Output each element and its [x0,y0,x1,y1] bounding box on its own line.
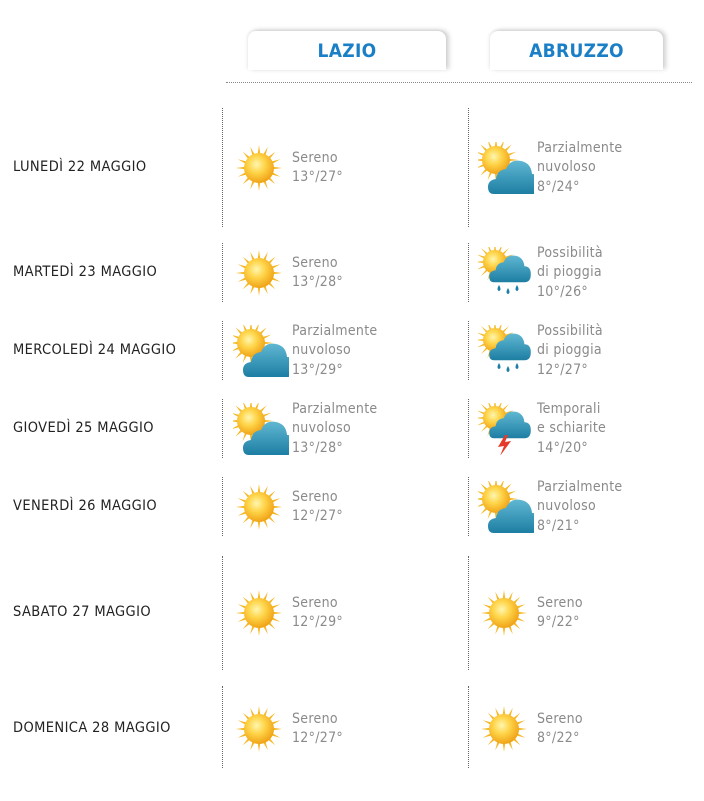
forecast-line: Sereno [537,594,583,611]
forecast-line: Sereno [537,710,583,727]
forecast-line: nuvoloso [292,342,351,359]
forecast-lazio [233,583,343,643]
partly-cloudy-icon [233,403,289,455]
day-label: VENERDÌ 26 MAGGIO [13,498,158,514]
forecast-text [537,478,622,537]
rain-possible-icon [478,247,534,299]
forecast-line: 12°/29° [292,614,343,630]
forecast-lazio [233,477,343,537]
forecast-lazio [233,321,377,381]
forecast-abruzzo [478,243,603,303]
partly-cloudy-icon [233,325,289,377]
forecast-line: di pioggia [537,264,602,281]
column-divider [222,477,223,536]
column-divider [468,108,469,227]
column-divider [468,556,469,670]
column-divider [222,108,223,227]
forecast-text [537,244,603,303]
forecast-text [537,594,583,633]
forecast-line: Sereno [292,488,338,505]
sun-icon [233,703,289,755]
forecast-lazio [233,699,343,759]
partly-cloudy-icon [478,142,534,194]
forecast-line: 13°/29° [292,361,343,378]
forecast-text [292,710,343,749]
forecast-text [292,149,343,188]
forecast-text [292,254,343,293]
forecast-text [537,139,622,198]
day-label: GIOVEDÌ 25 MAGGIO [13,420,154,436]
forecast-line: e schiarite [537,420,607,437]
sun-icon [233,587,289,639]
tab-lazio[interactable]: LAZIO [248,31,446,70]
forecast-line: 13°/28° [292,274,343,290]
column-divider [468,686,469,768]
column-divider [468,477,469,536]
day-label: DOMENICA 28 MAGGIO [13,720,171,736]
column-divider [222,243,223,302]
forecast-text [292,488,343,527]
forecast-line: 9°/22° [537,614,580,630]
forecast-lazio [233,243,343,303]
forecast-text [537,400,606,459]
forecast-line: Parzialmente [537,478,623,495]
forecast-line: Parzialmente [537,139,623,156]
forecast-line: 8°/22° [537,730,580,746]
tab-abruzzo[interactable]: ABRUZZO [490,31,663,70]
forecast-line: Sereno [292,149,338,166]
forecast-line: Possibilità [537,244,603,261]
forecast-line: 12°/27° [292,508,343,524]
forecast-line: nuvoloso [537,498,596,515]
forecast-text [292,400,377,459]
forecast-line: 12°/27° [537,361,588,378]
forecast-line: 12°/27° [292,730,343,746]
forecast-line: Sereno [292,710,338,727]
sun-icon [233,142,289,194]
sun-icon [233,247,289,299]
forecast-line: Sereno [292,594,338,611]
forecast-line: Possibilità [537,322,603,339]
column-divider [468,399,469,458]
forecast-text [537,322,603,381]
forecast-line: nuvoloso [292,420,351,437]
forecast-line: di pioggia [537,342,602,359]
forecast-text [537,710,583,749]
forecast-text [292,594,343,633]
day-label: MERCOLEDÌ 24 MAGGIO [13,342,177,358]
forecast-line: Parzialmente [292,322,378,339]
forecast-line: Parzialmente [292,400,378,417]
forecast-abruzzo [478,699,583,759]
sun-icon [478,587,534,639]
forecast-abruzzo [478,399,606,459]
forecast-abruzzo [478,477,622,537]
forecast-lazio [233,138,343,198]
forecast-abruzzo [478,583,583,643]
rain-possible-icon [478,325,534,377]
forecast-lazio [233,399,377,459]
column-divider [222,399,223,458]
forecast-line: 13°/27° [292,169,343,185]
thunderstorm-icon [478,403,534,455]
column-divider [222,321,223,380]
forecast-line: Temporali [537,400,601,417]
day-label: MARTEDÌ 23 MAGGIO [13,264,158,280]
column-divider [468,243,469,302]
header-divider [226,82,692,83]
sun-icon [233,481,289,533]
day-label: SABATO 27 MAGGIO [13,604,151,620]
forecast-text [292,322,377,381]
forecast-line: 8°/21° [537,517,580,534]
partly-cloudy-icon [478,481,534,533]
forecast-line: 8°/24° [537,178,580,195]
forecast-abruzzo [478,138,622,198]
forecast-line: 10°/26° [537,283,588,300]
forecast-line: Sereno [292,254,338,271]
day-label: LUNEDÌ 22 MAGGIO [13,159,147,175]
sun-icon [478,703,534,755]
column-divider [222,556,223,670]
forecast-line: nuvoloso [537,159,596,176]
column-divider [468,321,469,380]
forecast-line: 13°/28° [292,439,343,456]
column-divider [222,686,223,768]
forecast-abruzzo [478,321,603,381]
forecast-line: 14°/20° [537,439,588,456]
